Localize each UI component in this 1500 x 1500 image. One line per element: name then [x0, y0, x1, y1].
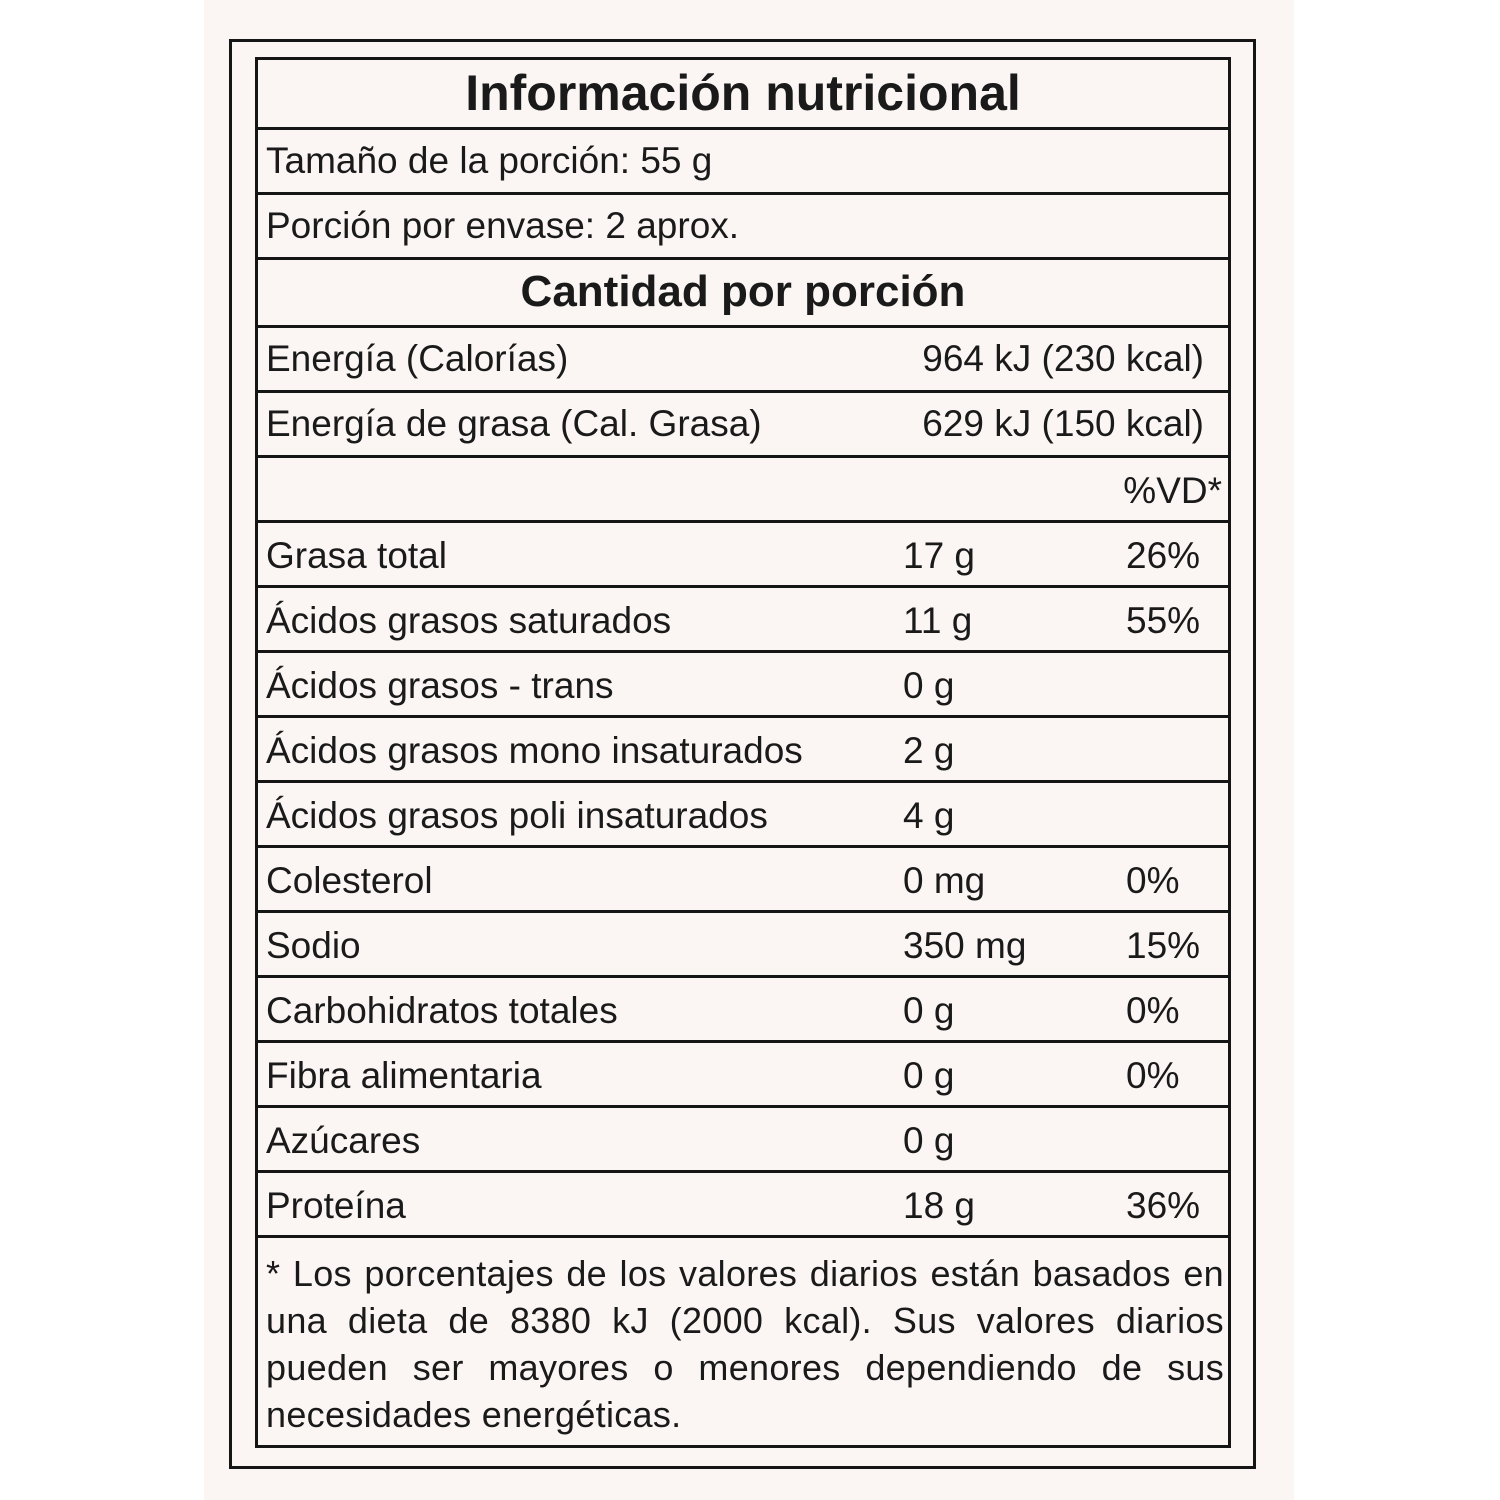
daily-value-header: %VD*	[1123, 470, 1222, 511]
serving-size: Tamaño de la porción: 55 g	[258, 130, 1228, 195]
nutrient-amount: 4 g	[903, 795, 955, 836]
nutrient-amount: 0 g	[903, 1055, 955, 1096]
nutrient-label: Azúcares	[266, 1120, 421, 1161]
energy-label: Energía (Calorías)	[266, 338, 569, 379]
nutrient-amount: 18 g	[903, 1185, 976, 1226]
nutrient-amount: 0 g	[903, 1120, 955, 1161]
nutrient-row	[258, 523, 1228, 588]
energy-from-fat-label: Energía de grasa (Cal. Grasa)	[266, 403, 762, 444]
nutrient-daily-value: 15%	[1126, 925, 1201, 966]
nutrient-daily-value: 26%	[1126, 535, 1201, 576]
label-title: Información nutricional	[258, 60, 1228, 130]
nutrient-row	[258, 913, 1228, 978]
nutrient-label: Ácidos grasos mono insaturados	[266, 730, 803, 771]
nutrient-label: Fibra alimentaria	[266, 1055, 542, 1096]
energy-row	[258, 328, 1228, 393]
nutrient-daily-value: 0%	[1126, 1055, 1180, 1096]
nutrition-facts-table	[255, 57, 1231, 1448]
energy-from-fat-row	[258, 393, 1228, 458]
nutrient-amount: 0 g	[903, 665, 955, 706]
servings-per-container: Porción por envase: 2 aprox.	[258, 195, 1228, 260]
nutrient-amount: 11 g	[903, 600, 973, 641]
nutrient-row	[258, 848, 1228, 913]
nutrient-daily-value: 0%	[1126, 990, 1180, 1031]
nutrient-amount: 17 g	[903, 535, 976, 576]
daily-value-footnote: * Los porcentajes de los valores diarios están basados en una dieta de 8380 kJ (2000 kcal). Sus valores diarios pueden ser mayores o menores dependiendo de sus necesidades energéticas.	[266, 1253, 1224, 1435]
nutrient-row	[258, 783, 1228, 848]
nutrient-label: Proteína	[266, 1185, 406, 1226]
nutrient-amount: 0 g	[903, 990, 955, 1031]
nutrient-row	[258, 588, 1228, 653]
nutrient-label: Ácidos grasos - trans	[266, 665, 614, 706]
nutrient-label: Ácidos grasos poli insaturados	[266, 795, 768, 836]
nutrient-label: Sodio	[266, 925, 361, 966]
energy-from-fat-value: 629 kJ (150 kcal)	[922, 403, 1204, 444]
nutrient-row	[258, 1108, 1228, 1173]
nutrient-label: Ácidos grasos saturados	[266, 600, 672, 641]
nutrient-daily-value: 0%	[1126, 860, 1180, 901]
nutrient-amount: 0 mg	[903, 860, 986, 901]
nutrient-amount: 2 g	[903, 730, 955, 771]
nutrient-daily-value: 36%	[1126, 1185, 1201, 1226]
nutrient-row	[258, 653, 1228, 718]
nutrient-daily-value: 55%	[1126, 600, 1201, 641]
nutrient-label: Colesterol	[266, 860, 433, 901]
nutrient-label: Carbohidratos totales	[266, 990, 618, 1031]
nutrient-row	[258, 1173, 1228, 1238]
nutrient-row	[258, 1043, 1228, 1108]
amount-per-serving-heading: Cantidad por porción	[258, 260, 1228, 328]
energy-value: 964 kJ (230 kcal)	[922, 338, 1204, 379]
nutrient-amount: 350 mg	[903, 925, 1027, 966]
nutrient-label: Grasa total	[266, 535, 447, 576]
nutrient-row	[258, 718, 1228, 783]
daily-value-header-row	[258, 458, 1228, 523]
nutrient-row	[258, 978, 1228, 1043]
